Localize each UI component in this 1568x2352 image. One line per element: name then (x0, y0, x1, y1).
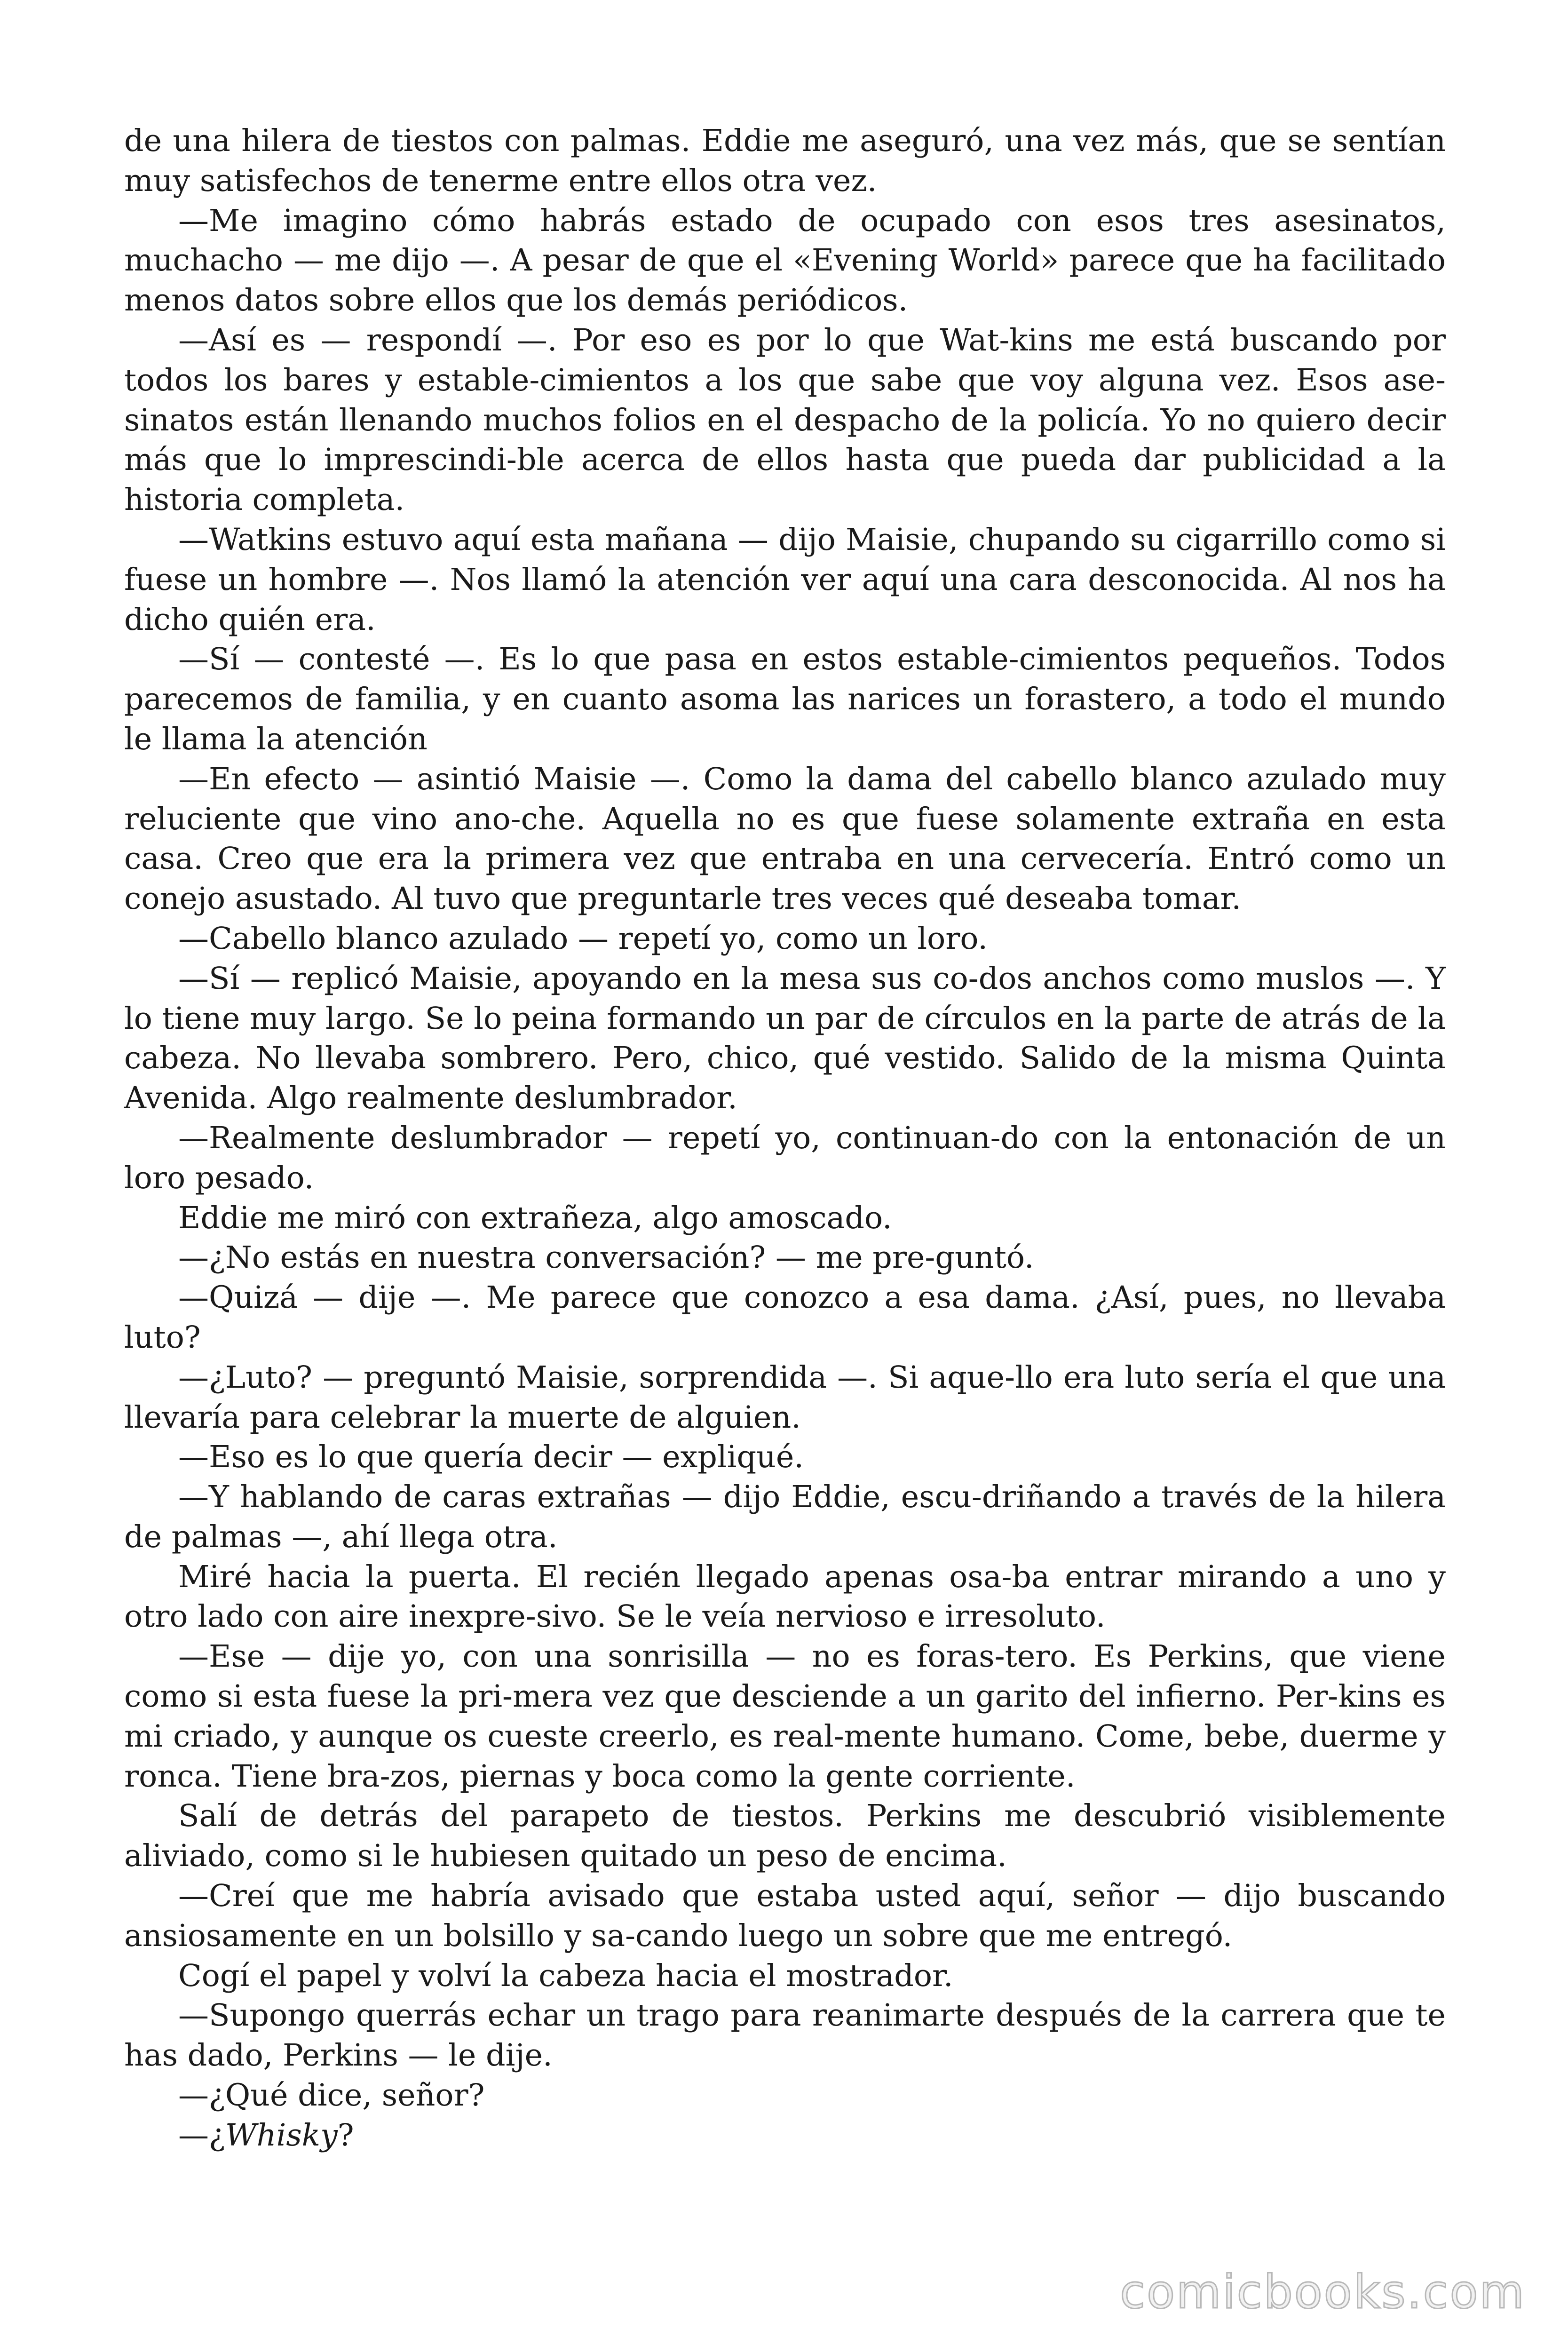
paragraph-17: —Ese — dije yo, con una sonrisilla — no es foras-tero. Es Perkins, que viene como si esta fuese la pri-mera vez que desciende a un garito del infierno. Per-kins es mi criado, y aunque os cueste creerlo, es real-mente humano. Come, bebe, duerme y ronca. Tiene bra-zos, piernas y boca como la gente corriente. (124, 1639, 1446, 1794)
paragraph-21: —Supongo querrás echar un trago para reanimarte después de la carrera que te has dado, Perkins — le dije. (124, 1998, 1446, 2074)
paragraph-5: —Sí — contesté —. Es lo que pasa en estos estable-cimientos pequeños. Todos parecemos de familia, y en cuanto asoma las narices un forastero, a todo el mundo le llama la atención (124, 642, 1446, 757)
paragraph-13: —¿Luto? — preguntó Maisie, sorprendida —. Si aque-llo era luto sería el que una llevaría para celebrar la muerte de alguien. (124, 1359, 1446, 1435)
paragraph-23 (124, 2116, 1446, 2156)
paragraph-18: Salí de detrás del parapeto de tiestos. Perkins me descubrió visiblemente aliviado, como si le hubiesen quitado un peso de encima. (124, 1798, 1446, 1874)
paragraph-10: Eddie me miró con extrañeza, algo amoscado. (178, 1200, 892, 1236)
paragraph-22: —¿Qué dice, señor? (178, 2078, 485, 2114)
paragraph-8: —Sí — replicó Maisie, apoyando en la mesa sus co-dos anchos como muslos —. Y lo tiene muy largo. Se lo peina formando un par de círculos en la parte de atrás de la cabeza. No llevaba sombrero. Pero, chico, qué vestido. Salido de la misma Quinta Avenida. Algo realmente deslumbrador. (124, 961, 1446, 1116)
whisky-prefix: —¿ (178, 2117, 225, 2153)
site-watermark: comicbooks.com (1120, 2265, 1526, 2319)
paragraph-16: Miré hacia la puerta. El recién llegado apenas osa-ba entrar mirando a uno y otro lado con aire inexpre-sivo. Se le veía nervioso e irresoluto. (124, 1559, 1446, 1635)
paragraph-1: de una hilera de tiestos con palmas. Eddie me aseguró, una vez más, que se sentían muy satisfechos de tenerme entre ellos otra vez. (124, 123, 1446, 199)
paragraph-6: —En efecto — asintió Maisie —. Como la dama del cabello blanco azulado muy reluciente que vino ano-che. Aquella no es que fuese solamente extraña en esta casa. Creo que era la primera vez que entraba en una cervecería. Entró como un conejo asustado. Al tuvo que preguntarle tres veces qué deseaba tomar. (124, 761, 1446, 917)
paragraph-14: —Eso es lo que quería decir — expliqué. (178, 1439, 804, 1475)
whisky-suffix: ? (337, 2117, 354, 2153)
paragraph-15: —Y hablando de caras extrañas — dijo Eddie, escu-driñando a través de la hilera de palmas —, ahí llega otra. (124, 1479, 1446, 1555)
paragraph-11: —¿No estás en nuestra conversación? — me pre-guntó. (178, 1240, 1034, 1276)
paragraph-19: —Creí que me habría avisado que estaba usted aquí, señor — dijo buscando ansiosamente en un bolsillo y sa-cando luego un sobre que me entregó. (124, 1878, 1446, 1954)
whisky-italic: Whisky (225, 2117, 338, 2153)
paragraph-3: —Así es — respondí —. Por eso es por lo que Wat-kins me está buscando por todos los bares y estable-cimientos a los que sabe que voy alguna vez. Esos ase-sinatos están llenando muchos folios en el despacho de la policía. Yo no quiero decir más que lo imprescindi-ble acerca de ellos hasta que pueda dar publicidad a la historia completa. (124, 322, 1446, 518)
paragraph-4: —Watkins estuvo aquí esta mañana — dijo Maisie, chupando su cigarrillo como si fuese un hombre —. Nos llamó la atención ver aquí una cara desconocida. Al nos ha dicho quién era. (124, 522, 1446, 637)
paragraph-2: —Me imagino cómo habrás estado de ocupado con esos tres asesinatos, muchacho — me dijo —. A pesar de que el «Evening World» parece que ha facilitado menos datos sobre ellos que los demás periódicos. (124, 203, 1446, 318)
paragraph-9: —Realmente deslumbrador — repetí yo, continuan-do con la entonación de un loro pesado. (124, 1120, 1446, 1196)
paragraph-7: —Cabello blanco azulado — repetí yo, como un loro. (178, 921, 988, 956)
paragraph-20: Cogí el papel y volví la cabeza hacia el mostrador. (178, 1958, 953, 1994)
paragraph-12: —Quizá — dije —. Me parece que conozco a esa dama. ¿Así, pues, no llevaba luto? (124, 1280, 1446, 1355)
book-page (124, 121, 1446, 2156)
